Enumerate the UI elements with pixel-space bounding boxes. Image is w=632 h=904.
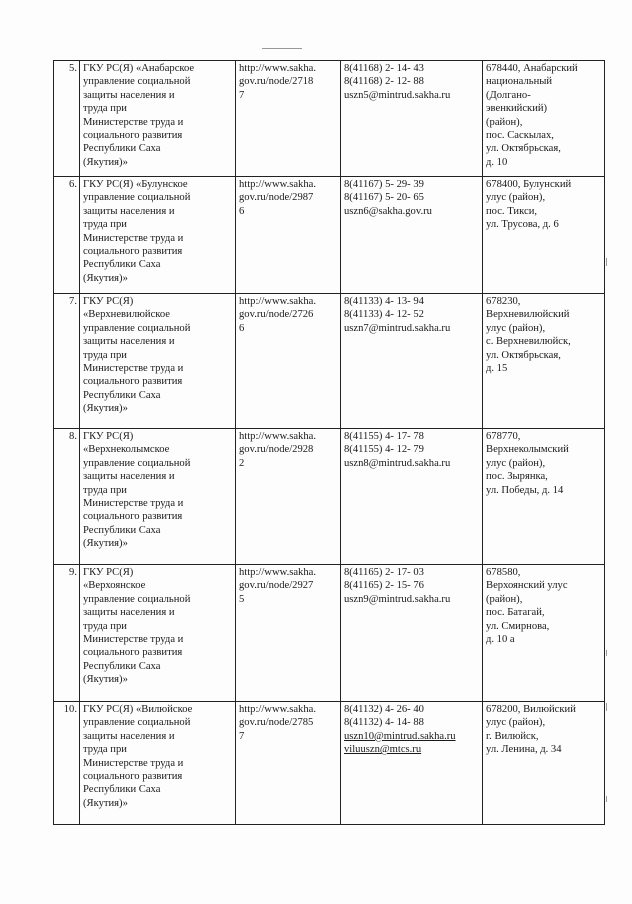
- agency-name-line: ГКУ РС(Я): [83, 296, 134, 307]
- email-line: uszn8@mintrud.sakha.ru: [344, 457, 451, 469]
- registry-table: [53, 60, 605, 825]
- agency-name-line: «Верхневилюйское: [83, 309, 171, 321]
- agency-name-line: Республики Саха: [83, 259, 161, 271]
- scan-artifact: [606, 796, 607, 802]
- row-number: 5.: [69, 63, 77, 74]
- agency-name-line: управление социальной: [83, 457, 191, 469]
- row-number: 9.: [69, 567, 77, 578]
- agency-name-line: защиты населения и: [83, 607, 175, 619]
- address-line: (район),: [486, 116, 523, 128]
- table-row: [54, 429, 605, 565]
- address-line: д. 15: [486, 363, 508, 375]
- website-url-line: http://www.sakha.: [239, 63, 316, 74]
- registry-body: [54, 61, 605, 825]
- phone-line: 8(41155) 4- 17- 78: [344, 431, 424, 442]
- address-cell: [483, 294, 605, 429]
- address-cell: [483, 429, 605, 565]
- contacts-cell: [341, 702, 483, 825]
- address-line: 678770,: [486, 431, 521, 442]
- website-cell: [236, 565, 341, 702]
- row-number-cell: [54, 294, 80, 429]
- phone-line: 8(41133) 4- 13- 94: [344, 296, 424, 307]
- address-line: Верхоянский улус: [486, 580, 568, 592]
- agency-name-cell: [80, 177, 236, 294]
- row-number: 8.: [69, 431, 77, 442]
- agency-name-line: (Якутия)»: [83, 156, 128, 168]
- website-cell: [236, 177, 341, 294]
- agency-name-line: (Якутия)»: [83, 538, 128, 550]
- address-line: (район),: [486, 593, 523, 605]
- scan-artifact: [262, 48, 302, 49]
- agency-name-line: труда при: [83, 620, 127, 632]
- agency-name-cell: [80, 429, 236, 565]
- website-url-line: http://www.sakha.: [239, 179, 316, 190]
- contacts-cell: [341, 61, 483, 177]
- agency-name-line: социального развития: [83, 376, 183, 388]
- address-line: 678580,: [486, 567, 521, 578]
- agency-name-line: Республики Саха: [83, 784, 161, 796]
- table-row: [54, 294, 605, 429]
- scan-artifact: [606, 703, 607, 711]
- address-line: ул. Трусова, д. 6: [486, 219, 559, 231]
- agency-name-line: социального развития: [83, 771, 183, 783]
- agency-name-line: Министерстве труда и: [83, 116, 184, 128]
- phone-line: 8(41132) 4- 26- 40: [344, 704, 424, 715]
- website-url-line: 5: [239, 593, 245, 605]
- table-row: [54, 61, 605, 177]
- row-number-cell: [54, 61, 80, 177]
- row-number: 7.: [69, 296, 77, 307]
- website-url-line: 6: [239, 322, 245, 334]
- phone-line: 8(41132) 4- 14- 88: [344, 717, 424, 729]
- agency-name-line: труда при: [83, 219, 127, 231]
- email-line: uszn5@mintrud.sakha.ru: [344, 89, 451, 101]
- email-line: uszn6@sakha.gov.ru: [344, 205, 432, 217]
- address-line: ул. Октябрьская,: [486, 143, 561, 155]
- agency-name-line: Министерстве труда и: [83, 232, 184, 244]
- website-cell: [236, 429, 341, 565]
- phone-line: 8(41133) 4- 12- 52: [344, 309, 424, 321]
- agency-name-line: социального развития: [83, 511, 183, 523]
- scan-artifact: [606, 258, 607, 266]
- agency-name-line: труда при: [83, 103, 127, 115]
- agency-name-line: Министерстве труда и: [83, 363, 184, 375]
- email-line: uszn9@mintrud.sakha.ru: [344, 593, 451, 605]
- address-cell: [483, 565, 605, 702]
- agency-name-line: ГКУ РС(Я) «Булунское: [83, 179, 188, 190]
- agency-name-line: управление социальной: [83, 192, 191, 204]
- address-line: пос. Зырянка,: [486, 471, 548, 483]
- email-line: uszn7@mintrud.sakha.ru: [344, 322, 451, 334]
- website-url-line: http://www.sakha.: [239, 296, 316, 307]
- agency-name-line: социального развития: [83, 647, 183, 659]
- agency-name-line: ГКУ РС(Я): [83, 431, 134, 442]
- website-url-line: http://www.sakha.: [239, 704, 316, 715]
- address-line: д. 10 а: [486, 634, 515, 646]
- scan-artifact: [606, 650, 607, 656]
- phone-line: 8(41168) 2- 12- 88: [344, 76, 424, 88]
- agency-name-line: защиты населения и: [83, 336, 175, 348]
- website-cell: [236, 61, 341, 177]
- agency-name-line: ГКУ РС(Я) «Анабарское: [83, 63, 195, 74]
- address-line: пос. Тикси,: [486, 205, 538, 217]
- website-url-line: 7: [239, 730, 245, 742]
- agency-name-line: управление социальной: [83, 322, 191, 334]
- address-line: ул. Октябрьская,: [486, 349, 561, 361]
- agency-name-line: труда при: [83, 484, 127, 496]
- phone-line: 8(41165) 2- 15- 76: [344, 580, 424, 592]
- agency-name-line: Республики Саха: [83, 143, 161, 155]
- website-url-line: gov.ru/node/2987: [239, 192, 314, 204]
- phone-line: 8(41167) 5- 29- 39: [344, 179, 424, 190]
- address-line: 678200, Вилюйский: [486, 704, 576, 715]
- row-number-cell: [54, 429, 80, 565]
- address-line: эвенкийский): [486, 103, 548, 115]
- agency-name-line: ГКУ РС(Я) «Вилюйское: [83, 704, 193, 715]
- agency-name-line: Республики Саха: [83, 389, 161, 401]
- address-line: г. Вилюйск,: [486, 730, 539, 742]
- address-line: Верхневилюйский: [486, 309, 570, 321]
- address-cell: [483, 61, 605, 177]
- agency-name-cell: [80, 702, 236, 825]
- address-line: д. 10: [486, 156, 508, 168]
- website-url-line: http://www.sakha.: [239, 567, 316, 578]
- website-url-line: gov.ru/node/2928: [239, 444, 314, 456]
- agency-name-line: (Якутия)»: [83, 272, 128, 284]
- address-cell: [483, 702, 605, 825]
- row-number: 10.: [63, 704, 77, 715]
- contacts-cell: [341, 565, 483, 702]
- row-number: 6.: [69, 179, 77, 190]
- website-url-line: gov.ru/node/2718: [239, 76, 314, 88]
- address-line: 678400, Булунский: [486, 179, 572, 190]
- phone-line: 8(41165) 2- 17- 03: [344, 567, 424, 578]
- agency-name-line: управление социальной: [83, 717, 191, 729]
- agency-name-line: защиты населения и: [83, 471, 175, 483]
- email-line[interactable]: uszn10@mintrud.sakha.ru: [344, 730, 456, 742]
- agency-name-line: ГКУ РС(Я): [83, 567, 134, 578]
- address-line: 678440, Анабарский: [486, 63, 578, 74]
- website-url-line: 2: [239, 457, 245, 469]
- website-url-line: gov.ru/node/2726: [239, 309, 314, 321]
- website-url-line: http://www.sakha.: [239, 431, 316, 442]
- agency-name-line: социального развития: [83, 130, 183, 142]
- table-row: [54, 177, 605, 294]
- row-number-cell: [54, 702, 80, 825]
- table-row: [54, 702, 605, 825]
- agency-name-line: Республики Саха: [83, 524, 161, 536]
- agency-name-line: защиты населения и: [83, 89, 175, 101]
- agency-name-line: (Якутия)»: [83, 674, 128, 686]
- address-line: ул. Победы, д. 14: [486, 484, 564, 496]
- agency-name-line: управление социальной: [83, 593, 191, 605]
- address-line: улус (район),: [486, 192, 546, 204]
- contacts-cell: [341, 177, 483, 294]
- agency-name-line: труда при: [83, 744, 127, 756]
- email-line[interactable]: viluuszn@mtcs.ru: [344, 744, 422, 756]
- agency-name-line: Министерстве труда и: [83, 757, 184, 769]
- agency-name-line: социального развития: [83, 246, 183, 258]
- website-url-line: 6: [239, 205, 245, 217]
- row-number-cell: [54, 177, 80, 294]
- website-cell: [236, 294, 341, 429]
- agency-name-line: защиты населения и: [83, 205, 175, 217]
- website-url-line: gov.ru/node/2927: [239, 580, 314, 592]
- agency-name-cell: [80, 565, 236, 702]
- address-line: пос. Саскылах,: [486, 130, 554, 142]
- address-line: ул. Ленина, д. 34: [486, 744, 562, 756]
- agency-name-cell: [80, 294, 236, 429]
- agency-name-line: (Якутия)»: [83, 403, 128, 415]
- address-line: (Долгано-: [486, 89, 531, 101]
- agency-name-cell: [80, 61, 236, 177]
- contacts-cell: [341, 429, 483, 565]
- website-url-line: gov.ru/node/2785: [239, 717, 314, 729]
- website-cell: [236, 702, 341, 825]
- agency-name-line: управление социальной: [83, 76, 191, 88]
- address-line: 678230,: [486, 296, 521, 307]
- address-line: Верхнеколымский: [486, 444, 569, 456]
- phone-line: 8(41155) 4- 12- 79: [344, 444, 424, 456]
- phone-line: 8(41167) 5- 20- 65: [344, 192, 424, 204]
- agency-name-line: (Якутия)»: [83, 797, 128, 809]
- phone-line: 8(41168) 2- 14- 43: [344, 63, 424, 74]
- agency-name-line: Министерстве труда и: [83, 498, 184, 510]
- address-line: национальный: [486, 76, 553, 88]
- address-line: пос. Батагай,: [486, 607, 545, 619]
- agency-name-line: Республики Саха: [83, 660, 161, 672]
- address-cell: [483, 177, 605, 294]
- address-line: улус (район),: [486, 322, 546, 334]
- address-line: улус (район),: [486, 457, 546, 469]
- agency-name-line: труда при: [83, 349, 127, 361]
- table-row: [54, 565, 605, 702]
- website-url-line: 7: [239, 89, 245, 101]
- address-line: ул. Смирнова,: [486, 620, 550, 632]
- row-number-cell: [54, 565, 80, 702]
- contacts-cell: [341, 294, 483, 429]
- address-line: улус (район),: [486, 717, 546, 729]
- agency-name-line: защиты населения и: [83, 730, 175, 742]
- address-line: с. Верхневилюйск,: [486, 336, 571, 348]
- agency-name-line: «Верхоянское: [83, 580, 146, 592]
- agency-name-line: «Верхнеколымское: [83, 444, 170, 456]
- agency-name-line: Министерстве труда и: [83, 634, 184, 646]
